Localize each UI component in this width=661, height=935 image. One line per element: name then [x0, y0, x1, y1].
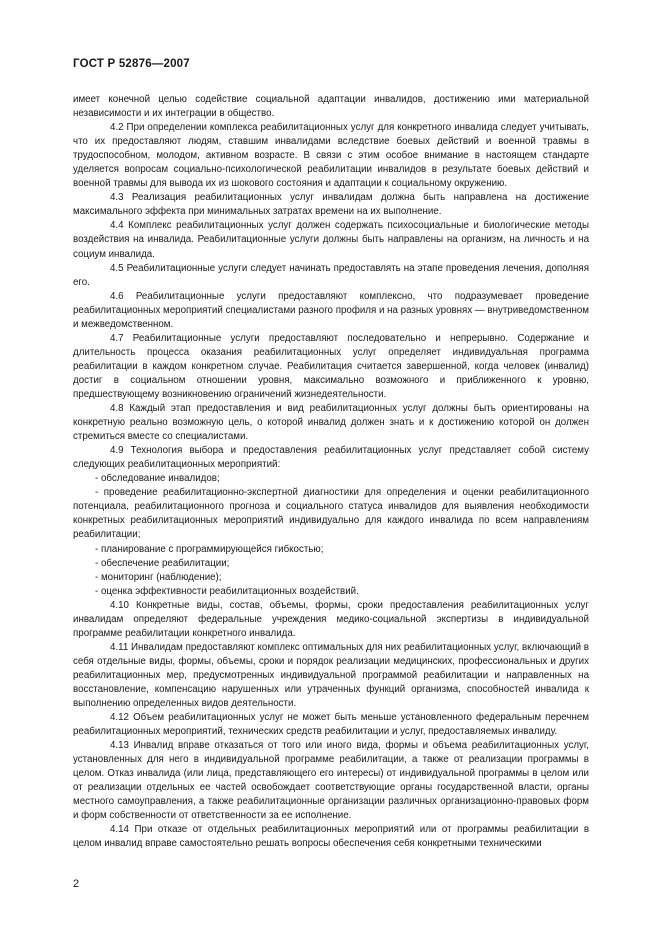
clause-4-5: 4.5 Реабилитационные услуги следует начинать предоставлять на этапе проведения лечения, дополняя его. — [73, 262, 589, 288]
clause-4-9: 4.9 Технология выбора и предоставления реабилитационных услуг представляет собой систему следующих реабилитационных мероприятий: — [73, 445, 589, 471]
clause-4-3: 4.3 Реализация реабилитационных услуг инвалидам должна быть направлена на достижение максимального эффекта при минимальных затратах времени на их выполнение. — [73, 192, 589, 218]
page-number: 2 — [73, 878, 80, 890]
clause-4-10: 4.10 Конкретные виды, состав, объемы, формы, сроки предоставления реабилитационных услуг инвалидам определяют федеральные учреждения медико-социальной экспертизы в индивидуальной программе реабилитации конкретного инвалида. — [73, 599, 589, 639]
clause-4-13: 4.13 Инвалид вправе отказаться от того или иного вида, формы и объема реабилитационных услуг, установленных для него в индивидуальной программе реабилитации, а также от реализации программы в целом. Отказ инвалида (или лица, представляющего его интересы) от индивидуальной программы в целом или от реализации отдельных ее частей освобождает соответствующие органы государственной власти, органы местного самоуправления, а также реабилитационные организации различных организационно-правовых форм и форм собственности от ответственности за ее исполнение. — [73, 740, 589, 822]
clause-4-8: 4.8 Каждый этап предоставления и вид реабилитационных услуг должны быть ориентированы на конкретную реально возможную цель, о которой инвалид должен знать и к достижению которой он должен стремиться вместе со специалистами. — [73, 403, 589, 443]
list-item: - мониторинг (наблюдение); — [95, 571, 222, 583]
list-item: - оценка эффективности реабилитационных воздействий. — [95, 585, 359, 597]
list-item: - проведение реабилитационно-экспертной диагностики для определения и оценки реабилитационного потенциала, реабилитационного прогноза и социального статуса инвалидов для выявления необходимости конкретных реабилитационных мероприятий индивидуально для каждого инвалида по всем направлениям реабилитации; — [73, 487, 589, 541]
clause-4-14: 4.14 При отказе от отдельных реабилитационных мероприятий или от программы реабилитации в целом инвалид вправе самостоятельно решать вопросы обеспечения себя конкретными техническими — [73, 824, 589, 850]
list-item: - обследование инвалидов; — [95, 473, 220, 485]
clause-4-4: 4.4 Комплекс реабилитационных услуг должен содержать психосоциальные и биологические методы воздействия на инвалида. Реабилитационные услуги должны быть направлены на организм, на личность и на социум инвалида. — [73, 220, 589, 260]
standard-header: ГОСТ Р 52876—2007 — [73, 58, 190, 70]
paragraph-continuation: имеет конечной целью содействие социальной адаптации инвалидов, достижению ими материальной независимости и их интеграции в общество. — [73, 94, 589, 120]
clause-4-6: 4.6 Реабилитационные услуги предоставляют комплексно, что подразумевает проведение реабилитационных мероприятий специалистами разного профиля и на разных уровнях — внутриведомственном и межведомственном. — [73, 290, 589, 330]
clause-4-7: 4.7 Реабилитационные услуги предоставляют последовательно и непрерывно. Содержание и длительность процесса оказания реабилитационных услуг определяет индивидуальная программа реабилитации в каждом конкретном случае. Реабилитация считается завершенной, когда человек (инвалид) достиг в социальном отношении уровня, максимально возможного и приближенного к уровню, предшествующему возникновению ограничений жизнедеятельности. — [73, 332, 589, 400]
document-body — [73, 93, 589, 852]
list-item: - планирование с программирующейся гибкостью; — [95, 543, 324, 555]
clause-4-2: 4.2 При определении комплекса реабилитационных услуг для конкретного инвалида следует учитывать, что их предоставляют людям, ставшим инвалидами вследствие боевых действий и военной травмы в трудоспособном, молодом, активном возрасте. В связи с этим особое внимание в настоящем стандарте уделяется вопросам социально-психологической реабилитации инвалидов в результате боевых действий и военной травмы для вывода их из шокового состояния и адаптации к социальному окружению. — [73, 122, 589, 190]
clause-4-11: 4.11 Инвалидам предоставляют комплекс оптимальных для них реабилитационных услуг, включающий в себя отдельные виды, формы, объемы, сроки и порядок реализации медицинских, профессиональных и других реабилитационных мер, предусмотренных индивидуальной программой реабилитации и направленных на восстановление, компенсацию нарушенных или утраченных функций организма, способностей инвалида к выполнению определенных видов деятельности. — [73, 641, 589, 710]
clause-4-12: 4.12 Объем реабилитационных услуг не может быть меньше установленного федеральным перечнем реабилитационных мероприятий, технических средств реабилитации и услуг, предоставляемых инвалиду. — [73, 712, 589, 738]
list-item: - обеспечение реабилитации; — [95, 557, 230, 569]
